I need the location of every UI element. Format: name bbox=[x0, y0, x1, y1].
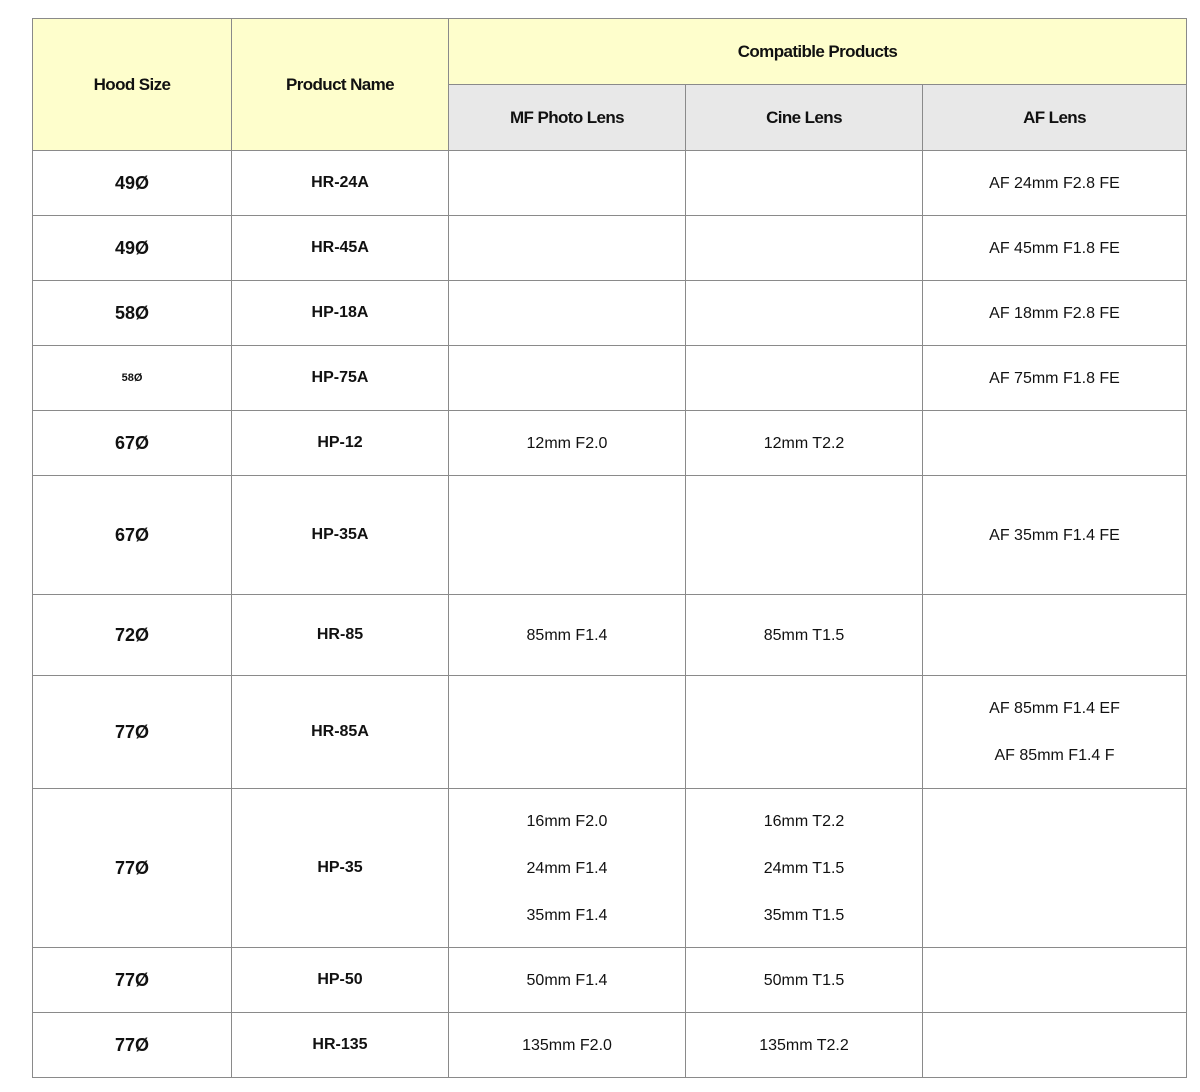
table-row bbox=[33, 216, 1187, 281]
cell-hood-size: 72Ø bbox=[33, 595, 232, 676]
lens-entry: 24mm T1.5 bbox=[763, 859, 845, 877]
cell-cine-lens bbox=[686, 1013, 923, 1078]
table-header bbox=[33, 19, 1187, 151]
lens-entry: AF 85mm F1.4 EF bbox=[989, 700, 1120, 717]
table-row bbox=[33, 789, 1187, 948]
table-body bbox=[33, 151, 1187, 1078]
cell-mf-photo-lens bbox=[449, 151, 686, 216]
table-row bbox=[33, 151, 1187, 216]
cell-cine-lens bbox=[686, 948, 923, 1013]
cell-hood-size: 67Ø bbox=[33, 411, 232, 476]
lens-entry: 135mm F2.0 bbox=[522, 1036, 612, 1054]
cell-mf-photo-lens bbox=[449, 216, 686, 281]
cell-product-name: HP-50 bbox=[232, 948, 449, 1013]
lens-entry: 12mm T2.2 bbox=[763, 434, 845, 452]
lens-entry: AF 35mm F1.4 FE bbox=[989, 526, 1120, 544]
cell-hood-size: 77Ø bbox=[33, 948, 232, 1013]
cell-cine-lens bbox=[686, 411, 923, 476]
lens-entry: AF 45mm F1.8 FE bbox=[989, 239, 1120, 257]
cell-product-name: HP-18A bbox=[232, 281, 449, 346]
cell-mf-photo-lens bbox=[449, 476, 686, 595]
cell-af-lens bbox=[923, 1013, 1187, 1078]
cell-mf-photo-lens bbox=[449, 676, 686, 789]
cell-mf-photo-lens bbox=[449, 948, 686, 1013]
cell-af-lens bbox=[923, 676, 1187, 789]
cell-mf-photo-lens bbox=[449, 411, 686, 476]
cell-af-lens bbox=[923, 281, 1187, 346]
cell-product-name: HR-45A bbox=[232, 216, 449, 281]
cell-cine-lens bbox=[686, 676, 923, 789]
cell-product-name: HP-75A bbox=[232, 346, 449, 411]
cell-hood-size: 58Ø bbox=[33, 346, 232, 411]
header-mf-photo-lens: MF Photo Lens bbox=[449, 85, 686, 151]
cell-af-lens bbox=[923, 789, 1187, 948]
cell-hood-size: 77Ø bbox=[33, 1013, 232, 1078]
cell-product-name: HR-85 bbox=[232, 595, 449, 676]
lens-entry: 50mm T1.5 bbox=[763, 971, 845, 989]
cell-af-lens bbox=[923, 411, 1187, 476]
cell-cine-lens bbox=[686, 346, 923, 411]
cell-product-name: HP-12 bbox=[232, 411, 449, 476]
lens-entry: AF 75mm F1.8 FE bbox=[989, 369, 1120, 387]
lens-entry: AF 24mm F2.8 FE bbox=[989, 174, 1120, 192]
hood-compatibility-table bbox=[32, 18, 1187, 1078]
cell-cine-lens bbox=[686, 281, 923, 346]
header-hood-size: Hood Size bbox=[33, 19, 232, 151]
cell-hood-size: 49Ø bbox=[33, 216, 232, 281]
table-row bbox=[33, 676, 1187, 789]
cell-mf-photo-lens bbox=[449, 281, 686, 346]
lens-entry: 135mm T2.2 bbox=[759, 1036, 849, 1054]
cell-af-lens bbox=[923, 346, 1187, 411]
table-row bbox=[33, 476, 1187, 595]
header-compatible-products: Compatible Products bbox=[449, 19, 1187, 85]
table-row bbox=[33, 948, 1187, 1013]
cell-af-lens bbox=[923, 151, 1187, 216]
cell-mf-photo-lens bbox=[449, 346, 686, 411]
lens-entry: 24mm F1.4 bbox=[526, 859, 608, 877]
lens-entry: 85mm F1.4 bbox=[526, 626, 608, 644]
table-row bbox=[33, 346, 1187, 411]
table-row bbox=[33, 1013, 1187, 1078]
cell-mf-photo-lens bbox=[449, 1013, 686, 1078]
cell-cine-lens bbox=[686, 151, 923, 216]
cell-hood-size: 77Ø bbox=[33, 676, 232, 789]
lens-entry: AF 18mm F2.8 FE bbox=[989, 304, 1120, 322]
cell-hood-size: 49Ø bbox=[33, 151, 232, 216]
table-row bbox=[33, 595, 1187, 676]
cell-hood-size: 67Ø bbox=[33, 476, 232, 595]
cell-af-lens bbox=[923, 216, 1187, 281]
cell-product-name: HR-135 bbox=[232, 1013, 449, 1078]
cell-cine-lens bbox=[686, 216, 923, 281]
cell-product-name: HP-35 bbox=[232, 789, 449, 948]
lens-entry: 12mm F2.0 bbox=[526, 434, 608, 452]
cell-mf-photo-lens bbox=[449, 595, 686, 676]
header-row-1 bbox=[33, 19, 1187, 85]
lens-entry: 16mm F2.0 bbox=[526, 812, 608, 830]
cell-hood-size: 58Ø bbox=[33, 281, 232, 346]
cell-cine-lens bbox=[686, 476, 923, 595]
lens-entry: 35mm F1.4 bbox=[526, 906, 608, 924]
cell-af-lens bbox=[923, 595, 1187, 676]
lens-entry: 16mm T2.2 bbox=[763, 812, 845, 830]
header-af-lens: AF Lens bbox=[923, 85, 1187, 151]
lens-entry: 85mm T1.5 bbox=[763, 626, 845, 644]
cell-product-name: HP-35A bbox=[232, 476, 449, 595]
cell-cine-lens bbox=[686, 595, 923, 676]
cell-product-name: HR-24A bbox=[232, 151, 449, 216]
header-product-name: Product Name bbox=[232, 19, 449, 151]
cell-cine-lens bbox=[686, 789, 923, 948]
cell-hood-size: 77Ø bbox=[33, 789, 232, 948]
table-row bbox=[33, 411, 1187, 476]
cell-af-lens bbox=[923, 948, 1187, 1013]
cell-mf-photo-lens bbox=[449, 789, 686, 948]
cell-af-lens bbox=[923, 476, 1187, 595]
table-row bbox=[33, 281, 1187, 346]
lens-entry: 35mm T1.5 bbox=[763, 906, 845, 924]
cell-product-name: HR-85A bbox=[232, 676, 449, 789]
lens-entry: AF 85mm F1.4 F bbox=[994, 747, 1115, 764]
header-cine-lens: Cine Lens bbox=[686, 85, 923, 151]
lens-entry: 50mm F1.4 bbox=[526, 971, 608, 989]
